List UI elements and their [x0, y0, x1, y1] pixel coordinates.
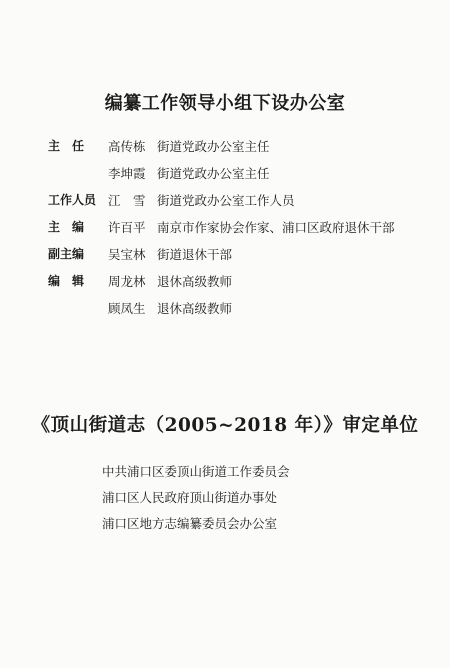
staff-name: 高传栋	[108, 139, 146, 154]
staff-row	[0, 164, 450, 182]
staff-row	[0, 245, 450, 263]
review-unit: 中共浦口区委顶山街道工作委员会	[102, 464, 290, 479]
staff-row	[0, 137, 450, 155]
staff-position: 街道退休干部	[157, 247, 233, 262]
staff-row	[0, 299, 450, 317]
staff-name: 周龙林	[108, 274, 146, 289]
staff-position: 街道党政办公室主任	[157, 139, 270, 154]
review-units-title: 《顶山街道志（2005~2018 年）》审定单位	[31, 415, 419, 436]
staff-position: 街道党政办公室主任	[157, 166, 270, 181]
staff-name: 吴宝林	[108, 247, 146, 262]
review-unit: 浦口区人民政府顶山街道办事处	[102, 490, 278, 505]
staff-role: 主 编	[48, 220, 85, 234]
staff-position: 南京市作家协会作家、浦口区政府退休干部	[157, 220, 395, 235]
staff-name: 江 雪	[108, 193, 146, 208]
staff-row	[0, 272, 450, 290]
review-unit: 浦口区地方志编纂委员会办公室	[102, 516, 278, 531]
staff-name: 许百平	[108, 220, 146, 235]
staff-name: 李坤霞	[108, 166, 146, 181]
staff-row	[0, 218, 450, 236]
staff-role: 副主编	[48, 247, 85, 261]
staff-role: 主 任	[48, 139, 85, 153]
staff-position: 街道党政办公室工作人员	[157, 193, 295, 208]
staff-name: 顾凤生	[108, 301, 146, 316]
staff-position: 退休高级教师	[157, 274, 233, 289]
staff-role: 工作人员	[48, 193, 97, 207]
staff-position: 退休高级教师	[157, 301, 233, 316]
staff-row	[0, 191, 450, 209]
staff-role: 编 辑	[48, 274, 85, 288]
office-section-title: 编纂工作领导小组下设办公室	[104, 93, 346, 114]
